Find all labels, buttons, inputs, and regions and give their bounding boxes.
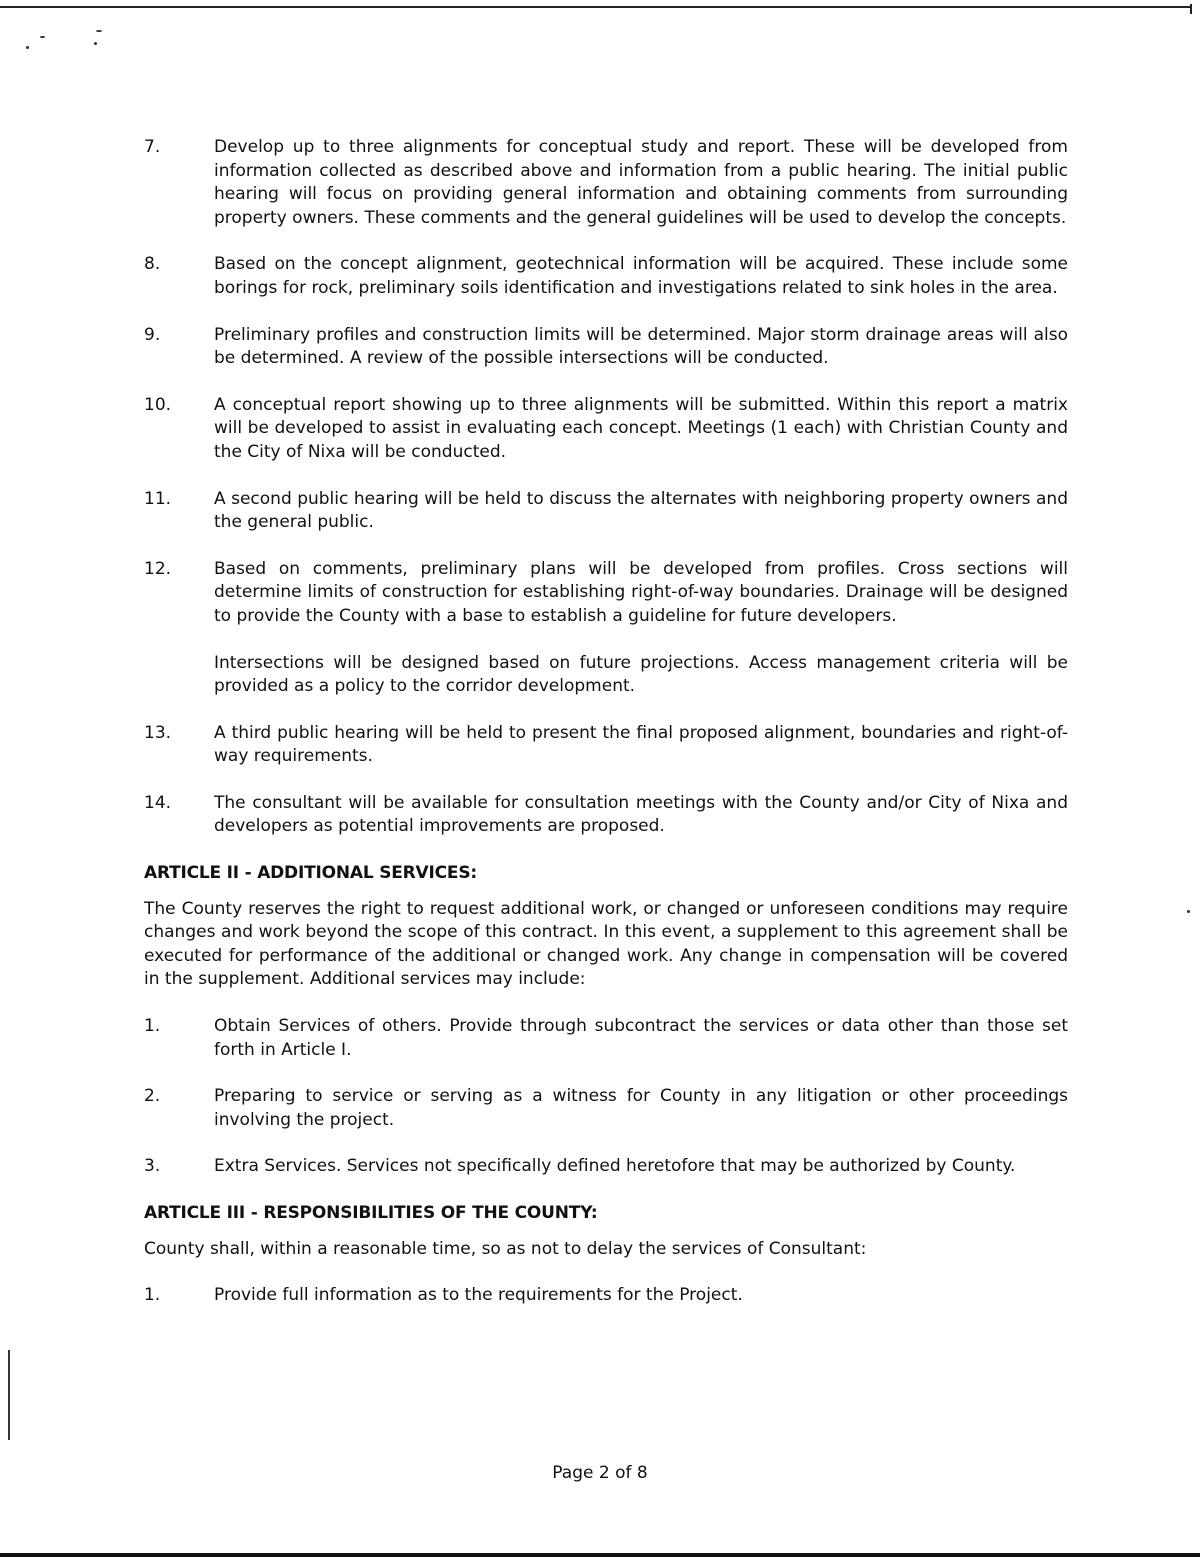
list-item	[144, 558, 1068, 699]
list-item	[144, 1015, 1068, 1062]
list-item	[144, 1155, 1068, 1179]
item-text: Provide full information as to the requirements for the Project.	[214, 1285, 743, 1306]
item-text: Develop up to three alignments for conceptual study and report. These will be developed from information collected as described above and information from a public hearing. The initial public hearing will focus on providing general information and obtaining comments from surrounding property owners. These comments and the general guidelines will be used to develop the concepts.	[214, 137, 1068, 228]
article-3-heading: ARTICLE III - RESPONSIBILITIES OF THE COUNTY:	[144, 1203, 598, 1223]
top-border-corner	[1190, 4, 1192, 14]
left-margin-mark	[8, 1350, 10, 1440]
page-number: Page 2 of 8	[552, 1463, 648, 1483]
item-number: 7.	[144, 137, 161, 157]
list-item	[144, 722, 1068, 769]
item-number: 14.	[144, 792, 172, 813]
item-text: Based on the concept alignment, geotechnical information will be acquired. These include some borings for rock, preliminary soils identification and investigations related to sink holes in the area.	[214, 254, 1068, 298]
item-number: 8.	[144, 254, 161, 275]
list-item	[144, 324, 1068, 371]
document-body	[144, 136, 1068, 1331]
item-number: 9.	[144, 324, 161, 345]
top-border-line	[0, 6, 1192, 8]
list-item	[144, 1085, 1068, 1132]
item-text: Preliminary profiles and construction limits will be determined. Major storm drainage areas will also be determined. A review of the possible intersections will be conducted.	[214, 324, 1068, 369]
scan-speck	[26, 46, 29, 49]
item-text: A second public hearing will be held to discuss the alternates with neighboring property owners and the general public.	[214, 488, 1068, 533]
list-item	[144, 136, 1068, 230]
item-text: A conceptual report showing up to three alignments will be submitted. Within this report a matrix will be developed to assist in evaluating each concept. Meetings (1 each) with Christian County and the City of Nixa will be conducted.	[214, 394, 1068, 462]
list-item	[144, 394, 1068, 465]
item-number: 2.	[144, 1086, 161, 1107]
item-text: A third public hearing will be held to present the final proposed alignment, boundaries and right-of-way requirements.	[214, 722, 1068, 767]
item-text: Obtain Services of others. Provide through subcontract the services or data other than those set forth in Article I.	[214, 1016, 1068, 1060]
scan-speck	[1187, 910, 1190, 913]
scan-speck	[94, 42, 97, 45]
list-item	[144, 253, 1068, 300]
item-text: Based on comments, preliminary plans will be developed from profiles. Cross sections will determine limits of construction for establishing right-of-way boundaries. Drainage will be designed to provide the County with a base to establish a guideline for future developers.	[214, 558, 1068, 626]
item-text: Preparing to service or serving as a witness for County in any litigation or other proceedings involving the project.	[214, 1086, 1068, 1130]
item-number: 1.	[144, 1285, 161, 1306]
bottom-border-line	[0, 1553, 1200, 1557]
list-item	[144, 488, 1068, 535]
item-number: 12.	[144, 558, 172, 579]
article-2-intro: The County reserves the right to request additional work, or changed or unforeseen conditions may require changes and work beyond the scope of this contract. In this event, a supplement to this agreement shall be executed for performance of the additional or changed work. Any change in compensation will be covered in the supplement. Additional services may include:	[144, 898, 1068, 990]
item-number: 10.	[144, 394, 172, 415]
article-3-intro: County shall, within a reasonable time, so as not to delay the services of Consultant:	[144, 1238, 867, 1259]
item-number: 1.	[144, 1016, 161, 1037]
item-number: 13.	[144, 722, 172, 743]
item-text: The consultant will be available for consultation meetings with the County and/or City of Nixa and developers as potential improvements are proposed.	[214, 792, 1068, 837]
scan-speck	[40, 36, 45, 38]
item-text: Extra Services. Services not specifically defined heretofore that may be authorized by County.	[214, 1156, 1016, 1177]
list-item	[144, 792, 1068, 839]
item-number: 3.	[144, 1156, 161, 1177]
item-number: 11.	[144, 488, 172, 509]
article-2-heading: ARTICLE II - ADDITIONAL SERVICES:	[144, 863, 477, 884]
item-text-continued: Intersections will be designed based on future projections. Access management criteria will be provided as a policy to the corridor development.	[214, 652, 1068, 697]
list-item	[144, 1284, 1068, 1308]
scan-speck	[96, 30, 102, 32]
